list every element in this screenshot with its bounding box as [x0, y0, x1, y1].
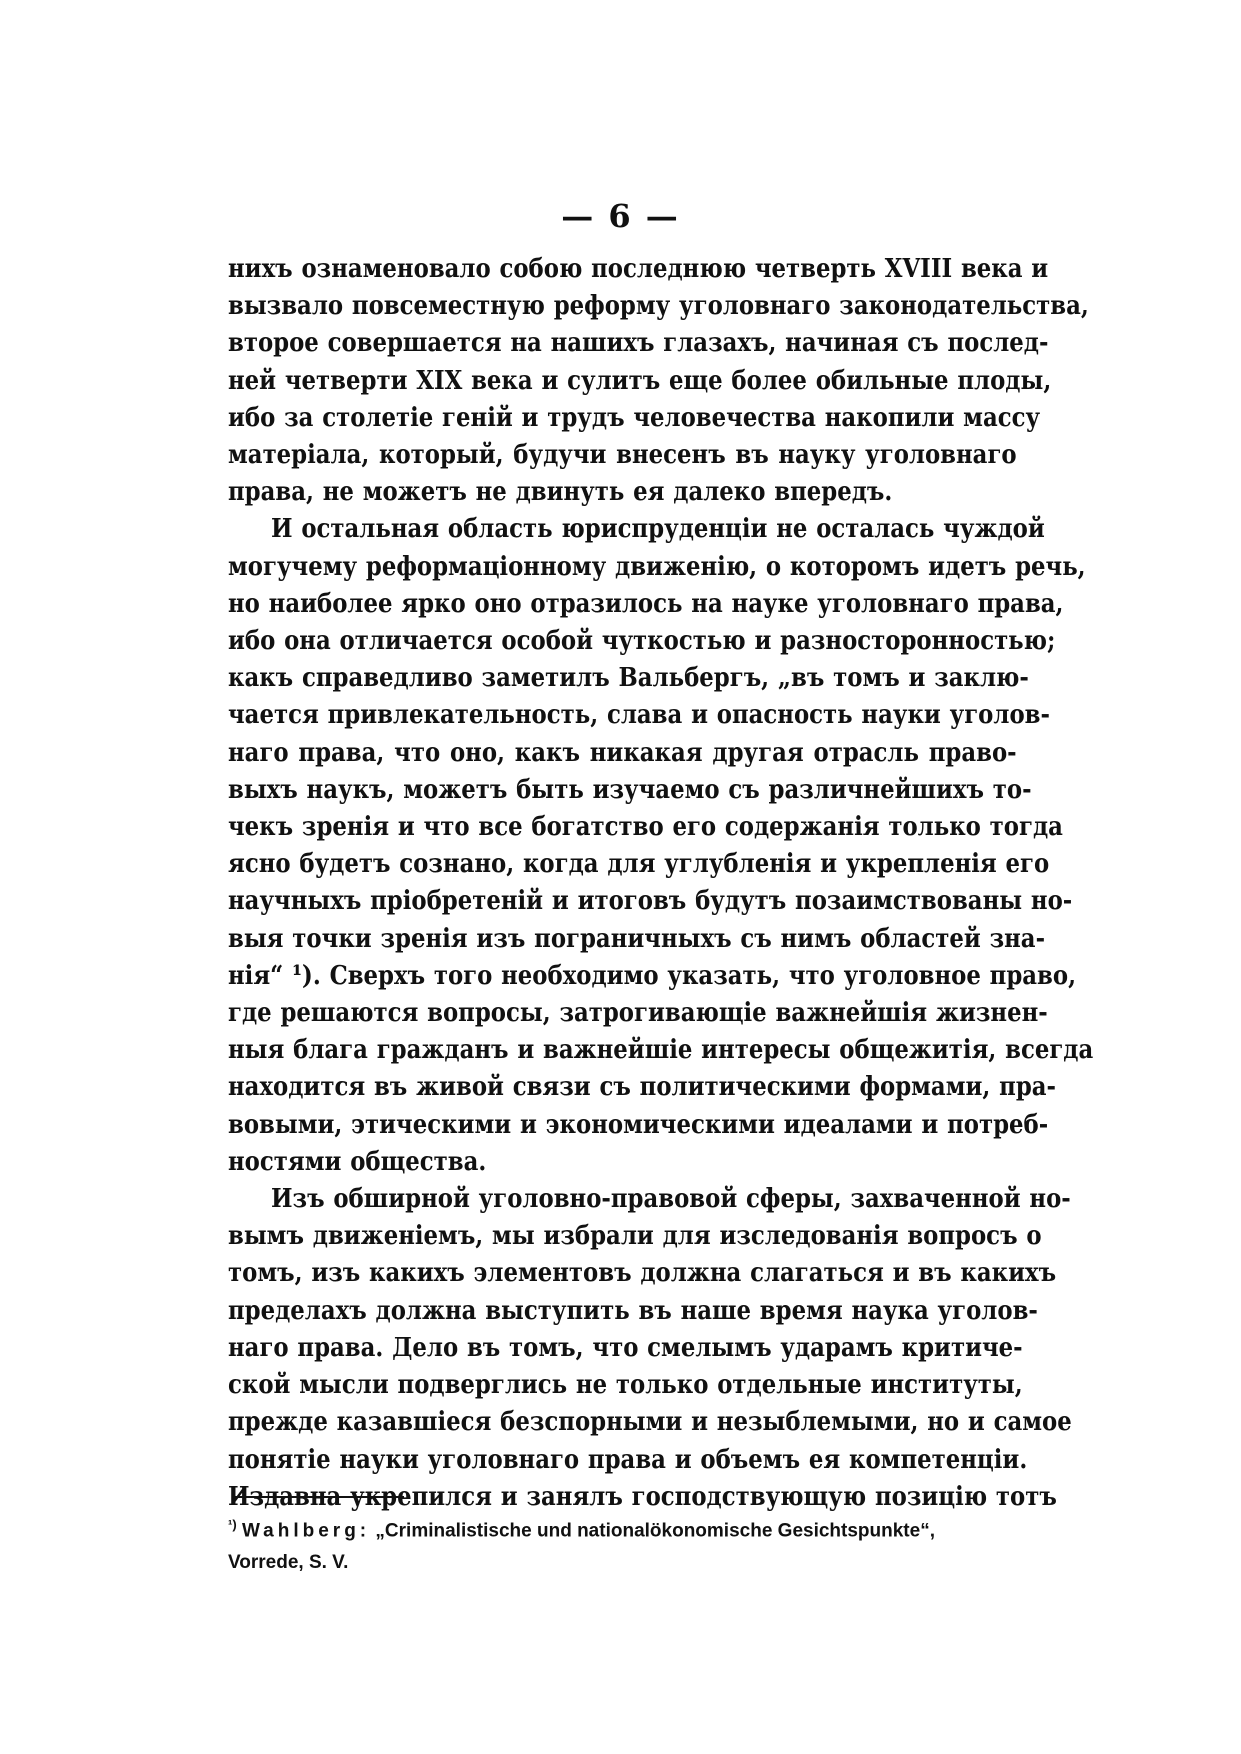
text-line: где решаются вопросы, затрогивающіе важнейшія жизнен-	[228, 997, 1048, 1029]
text-line: научныхъ пріобретеній и итоговъ будутъ позаимствованы но-	[228, 885, 1073, 917]
footnote-line	[228, 1509, 1017, 1547]
text-line: чекъ зренія и что все богатство его содержанія только тогда	[228, 811, 1063, 843]
paragraph-2	[228, 510, 1094, 1180]
text-line: но наиболее ярко оно отразилось на науке уголовнаго права,	[228, 587, 1064, 619]
text-line: второе совершается на нашихъ глазахъ, начиная съ послед-	[228, 327, 1049, 359]
text-line: пределахъ должна выступить въ наше время наука уголов-	[228, 1294, 1038, 1326]
text-line: ибо она отличается особой чуткостью и разносторонностью;	[228, 625, 1056, 657]
text-line: нихъ ознаменовало собою последнюю четверть XVIII века и	[228, 253, 1049, 284]
text-line: чается привлекательность, слава и опасность науки уголов-	[228, 699, 1050, 731]
footnote-author: Wahlberg:	[241, 1520, 371, 1542]
text-line: ибо за столетіе геній и трудъ человечества накопили массу	[228, 401, 1041, 433]
main-text	[228, 250, 1094, 1515]
text-line: наго права. Дело въ томъ, что смелымъ ударамъ критиче-	[228, 1331, 1023, 1363]
text-line: ясно будетъ сознано, когда для углубленія и укрепленія его	[228, 848, 1050, 880]
text-line: ныя блага гражданъ и важнейшіе интересы общежитія, всегда	[228, 1034, 1094, 1066]
text-line: И остальная область юриспруденціи не осталась чуждой	[271, 513, 1045, 545]
footnote-title: „Criminalistische und nationalökonomische Gesichtspunkte“,	[375, 1520, 935, 1542]
text-line: какъ справедливо заметилъ Вальбергъ, „въ томъ и заклю-	[228, 662, 1029, 694]
footnote-marker: ¹)	[228, 1517, 237, 1532]
text-line: прежде казавшіеся безспорными и незыблемыми, но и самое	[228, 1406, 1072, 1438]
text-line: нія“ ¹). Сверхъ того необходимо указать, что уголовное право,	[228, 959, 1077, 991]
text-line: понятіе науки уголовнаго права и объемъ ея компетенціи.	[228, 1443, 1028, 1475]
text-line: Издавна укрепился и занялъ господствующую позицію тотъ	[228, 1480, 1057, 1512]
text-line: могучему реформаціонному движенію, о которомъ идетъ речь,	[228, 550, 1086, 582]
footnote-source: Vorrede, S. V.	[228, 1552, 349, 1574]
text-line: ской мысли подверглись не только отдельные институты,	[228, 1369, 1023, 1401]
text-line: наго права, что оно, какъ никакая другая отрасль право-	[228, 736, 1017, 768]
page-number: — 6 —	[561, 197, 680, 235]
text-line: вовыми, этическими и экономическими идеалами и потреб-	[228, 1108, 1049, 1140]
text-line: выя точки зренія изъ пограничныхъ съ нимъ областей зна-	[228, 922, 1046, 954]
text-line: вызвало повсеместную реформу уголовнаго законодательства,	[228, 290, 1089, 322]
paragraph-1	[228, 250, 1089, 510]
text-line: ностями общества.	[228, 1145, 487, 1177]
footnote	[228, 1509, 1017, 1579]
text-line: выхъ наукъ, можетъ быть изучаемо съ различнейшихъ то-	[228, 773, 1032, 805]
text-line: вымъ движеніемъ, мы избрали для изследованія вопросъ о	[228, 1220, 1042, 1252]
text-line: права, не можетъ не двинуть ея далеко впередъ.	[228, 476, 893, 508]
footnote-divider	[234, 1496, 404, 1498]
text-line: томъ, изъ какихъ элементовъ должна слагаться и въ какихъ	[228, 1257, 1057, 1289]
paragraph-3	[228, 1180, 1072, 1515]
text-line: находится въ живой связи съ политическими формами, пра-	[228, 1071, 1056, 1103]
text-line: Изъ обширной уголовно-правовой сферы, захваченной но-	[271, 1183, 1071, 1215]
text-line: матеріала, который, будучи внесенъ въ науку уголовнаго	[228, 439, 1017, 471]
text-line: ней четверти XIX века и сулитъ еще более обильные плоды,	[228, 364, 1052, 396]
